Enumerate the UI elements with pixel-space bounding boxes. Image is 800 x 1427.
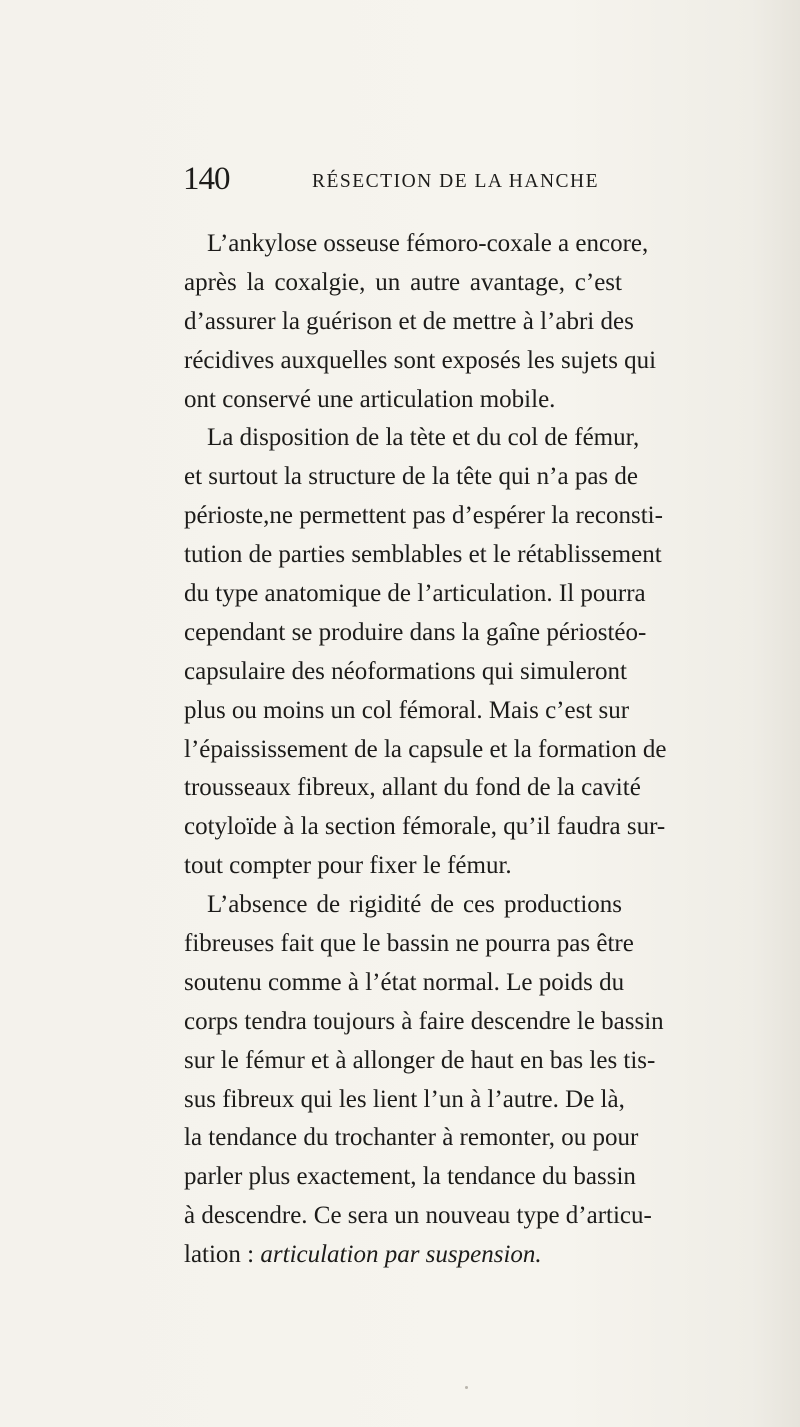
text-line: corps tendra toujours à faire descendre le bassin <box>184 1007 664 1035</box>
text-line: plus ou moins un col fémoral. Mais c’est sur <box>184 696 630 724</box>
body-text <box>184 225 667 1275</box>
text-line: cotyloïde à la section fémorale, qu’il faudra sur- <box>184 813 666 841</box>
text-line: périoste,ne permettent pas d’espérer la reconsti- <box>184 502 663 530</box>
text-line: L’ankylose osseuse fémoro-coxale a encore, <box>207 230 649 257</box>
text-line: à descendre. Ce sera un nouveau type d’articu- <box>184 1202 652 1230</box>
page-header <box>0 160 800 200</box>
text-line: et surtout la structure de la tête qui n’a pas de <box>184 463 639 491</box>
text-line: tution de parties semblables et le rétablissement <box>184 541 662 569</box>
text-line: capsulaire des néoformations qui simuleront <box>184 657 627 685</box>
text-line: du type anatomique de l’articulation. Il pourra <box>184 580 646 608</box>
text-line: soutenu comme à l’état normal. Le poids du <box>184 968 625 996</box>
text-line: parler plus exactement, la tendance du bassin <box>184 1163 636 1191</box>
page-number: 140 <box>183 161 230 197</box>
text-line: d’assurer la guérison et de mettre à l’abri des <box>184 307 634 335</box>
final-line <box>184 1236 622 1275</box>
text-line: la tendance du trochanter à remonter, ou pour <box>184 1124 639 1152</box>
text-line: La disposition de la tète et du col de fémur, <box>207 424 640 452</box>
final-line-prefix: lation : <box>184 1241 261 1269</box>
final-line-italic: articulation par suspension. <box>260 1241 542 1269</box>
text-line: tout compter pour fixer le fémur. <box>184 852 512 880</box>
text-line: après la coxalgie, un autre avantage, c’est <box>184 268 622 296</box>
text-line: trousseaux fibreux, allant du fond de la cavité <box>184 774 641 802</box>
text-line: l’épaississement de la capsule et la formation de <box>184 735 667 763</box>
text-line: récidives auxquelles sont exposés les sujets qui <box>184 346 657 374</box>
text-line: ont conservé une articulation mobile. <box>184 385 556 413</box>
text-line: sur le fémur et à allonger de haut en bas les tis- <box>184 1046 656 1074</box>
running-head: RÉSECTION DE LA HANCHE <box>312 171 600 192</box>
text-line: fibreuses fait que le bassin ne pourra pas être <box>184 930 634 958</box>
text-line: sus fibreux qui les lient l’un à l’autre. De là, <box>184 1085 625 1113</box>
paper-speck <box>465 1386 468 1389</box>
text-line: cependant se produire dans la gaîne périostéo- <box>184 618 647 646</box>
text-line: L’absence de rigidité de ces productions <box>207 891 622 919</box>
